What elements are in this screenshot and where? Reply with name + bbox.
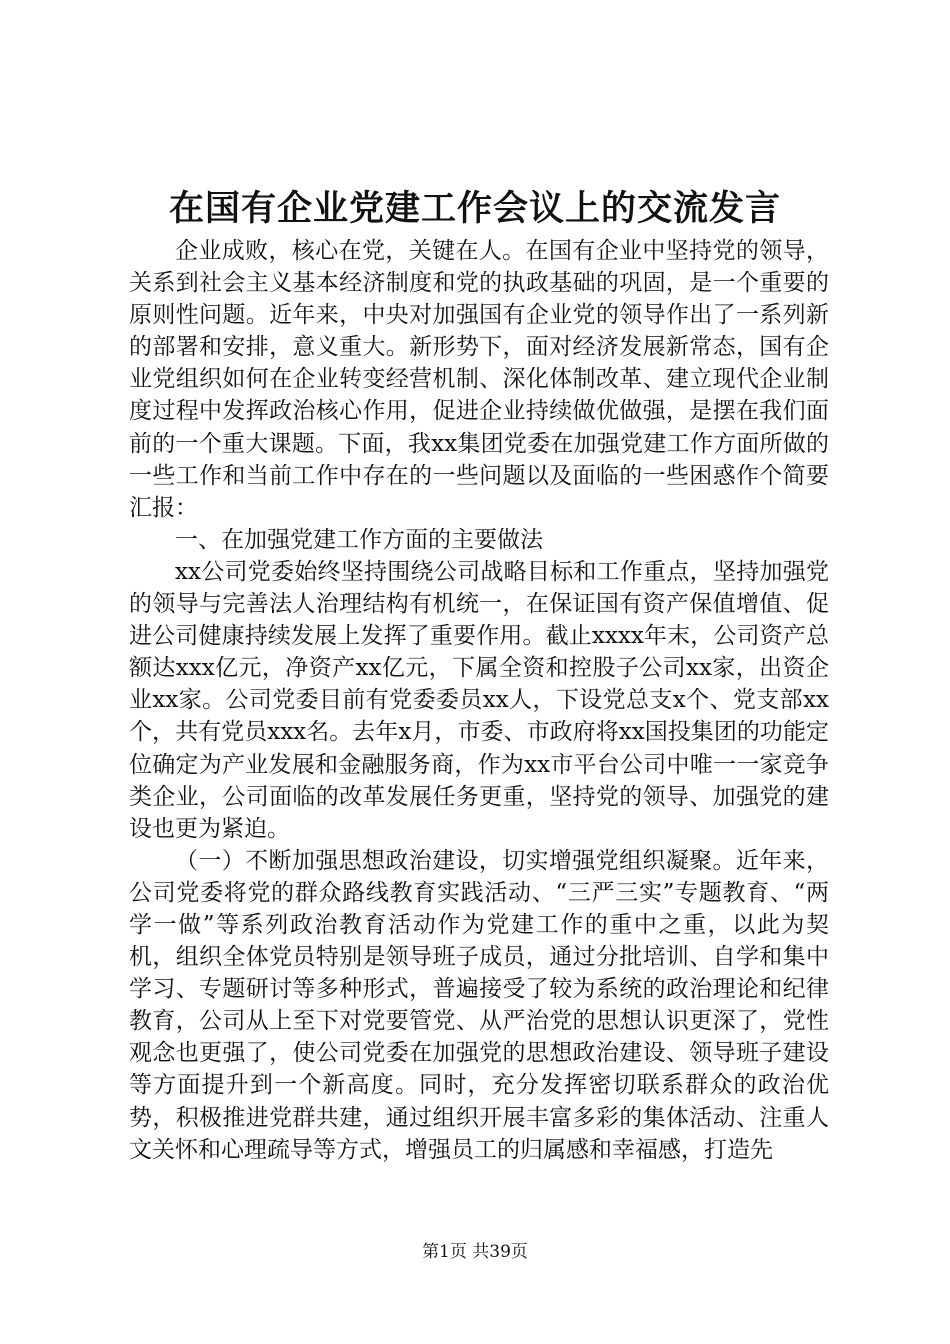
document-title: 在国有企业党建工作会议上的交流发言 (168, 188, 781, 229)
page-footer: 第1页 共39页 (422, 1242, 528, 1262)
subsection-paragraph: （一）不断加强思想政治建设，切实增强党组织凝聚。近年来，公司党委将党的群众路线教育实践活动、“三严三实”专题教育、“两学一做”等系列政治教育活动作为党建工作的重中之重，以此为契机，组织全体党员特别是领导班子成员，通过分批培训、自学和集中学习、专题研讨等多种形式，普遍接受了较为系统的政治理论和纪律教育，公司从上至下对党要管党、从严治党的思想认识更深了，党性观念也更强了，使公司党委在加强党的思想政治建设、领导班子建设等方面提升到一个新高度。同时，充分发挥密切联系群众的政治优势，积极推进党群共建，通过组织开展丰富多彩的集体活动、注重人文关怀和心理疏导等方式，增强员工的归属感和幸福感，打造先 (129, 847, 829, 1163)
document-body (129, 235, 829, 1166)
intro-paragraph: 企业成败，核心在党，关键在人。在国有企业中坚持党的领导，关系到社会主义基本经济制度和党的执政基础的巩固，是一个重要的原则性问题。近年来，中央对加强国有企业党的领导作出了一系列新的部署和安排，意义重大。新形势下，面对经济发展新常态，国有企业党组织如何在企业转变经营机制、深化体制改革、建立现代企业制度过程中发挥政治核心作用，促进企业持续做优做强，是摆在我们面前的一个重大课题。下面，我xx集团党委在加强党建工作方面所做的一些工作和当前工作中存在的一些问题以及面临的一些困惑作个简要汇报： (129, 238, 829, 521)
section-heading: 一、在加强党建工作方面的主要做法 (175, 526, 543, 553)
overview-paragraph: xx公司党委始终坚持围绕公司战略目标和工作重点，坚持加强党的领导与完善法人治理结构有机统一，在保证国有资产保值增值、促进公司健康持续发展上发挥了重要作用。截止xxxx年末，公司资产总额达xxx亿元，净资产xx亿元，下属全资和控股子公司xx家，出资企业xx家。公司党委目前有党委委员xx人，下设党总支x个、党支部xx个，共有党员xxx名。去年x月，市委、市政府将xx国投集团的功能定位确定为产业发展和金融服务商，作为xx市平台公司中唯一一家竞争类企业，公司面临的改革发展任务更重，坚持党的领导、加强党的建设也更为紧迫。 (129, 558, 829, 842)
